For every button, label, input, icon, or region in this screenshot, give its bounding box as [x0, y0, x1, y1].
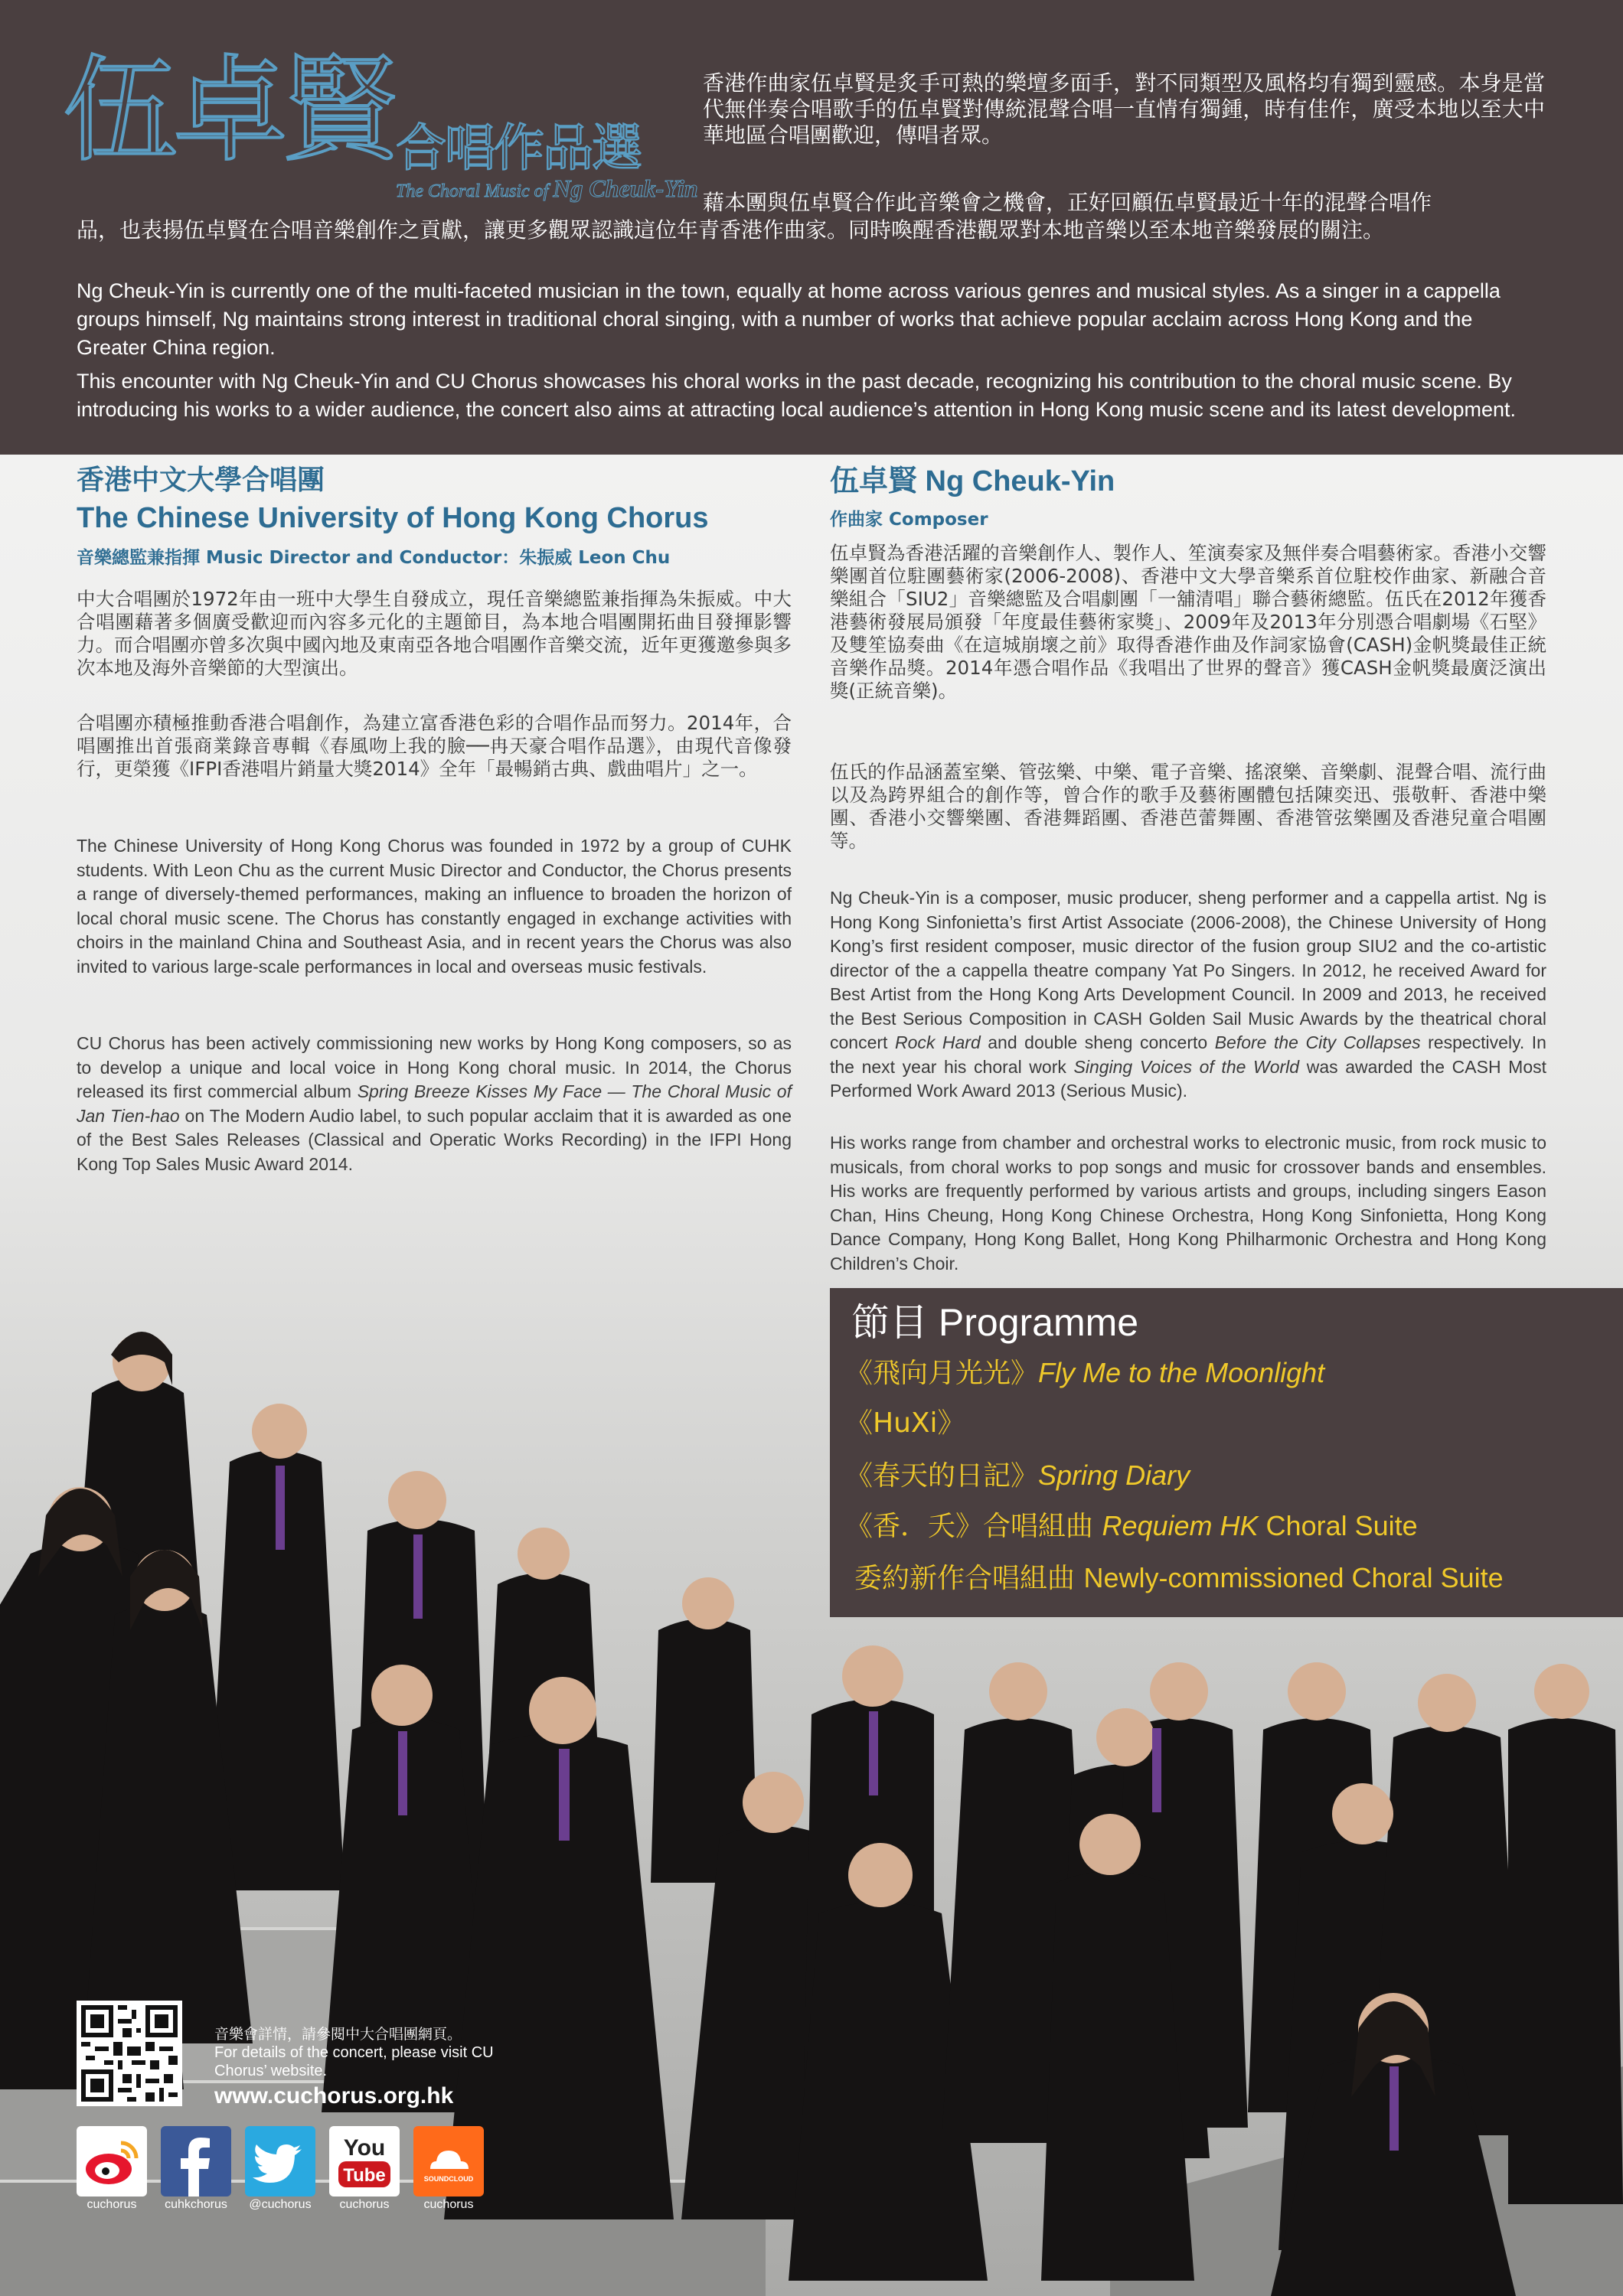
youtube-icon[interactable] — [329, 2126, 400, 2197]
intro-en-paragraph-2: This encounter with Ng Cheuk-Yin and CU Chorus showcases his choral works in the past decade, recognizing his contribution to the choral music scene. By introducing his works to a wider audience, the concert also aims at attracting local audience’s attention in Hong Kong music scene and its latest development. — [77, 370, 1517, 421]
work-title-before-the-city-collapses: Before the City Collapses — [1214, 1032, 1421, 1052]
website-link[interactable]: www.cuchorus.org.hk — [214, 2083, 454, 2108]
composer-paragraph-en-2: His works range from chamber and orchestral works to electronic music, from rock music to musicals, from choral works to pop songs and music for crossover bands and ensembles. His works are frequently performed by various artists and groups, including singers Eason Chan, Hins Cheung, Hong Kong Chinese Orchestra, Hong Kong Sinfonietta, Hong Kong Dance Company, Hong Kong Ballet, Hong Kong Philharmonic Orchestra and Hong Kong Children’s Choir. — [830, 1133, 1546, 1274]
work-title-singing-voices: Singing Voices of the World — [1073, 1056, 1300, 1077]
twitter-icon[interactable] — [245, 2126, 315, 2197]
intro-en-paragraph-1: Ng Cheuk-Yin is currently one of the multi-faceted musician in the town, equally at home across various genres and musical styles. As a singer in a cappella groups himself, Ng maintains strong interest in traditional choral singing, with a number of works that achieve popular acclaim across Hong Kong and the Greater China region. — [77, 279, 1501, 359]
weibo-label: cuchorus — [87, 2198, 137, 2211]
intro-cn-paragraph-1: 香港作曲家伍卓賢是炙手可熱的樂壇多面手，對不同類型及風格均有獨到靈感。本身是當代無伴奏合唱歌手的伍卓賢對傳統混聲合唱一直情有獨鍾，時有佳作，廣受本地以至大中華地區合唱團歡迎，傳唱者眾。 — [703, 70, 1545, 148]
soundcloud-label: cuchorus — [423, 2198, 474, 2211]
work-title-rock-hard: Rock Hard — [894, 1032, 981, 1052]
programme-item: 《春天的日記》Spring Diary — [845, 1459, 1190, 1492]
chorus-heading-en: The Chinese University of Hong Kong Chorus — [77, 502, 709, 534]
twitter-label: @cuchorus — [249, 2198, 312, 2211]
qr-code[interactable] — [77, 2001, 182, 2106]
composer-paragraph-cn-2: 伍氏的作品涵蓋室樂、管弦樂、中樂、電子音樂、搖滾樂、音樂劇、混聲合唱、流行曲以及為跨界組合的創作等，曾合作的歌手及藝術團體包括陳奕迅、張敬軒、香港中樂團、香港小交響樂團、香港舞蹈團、香港芭蕾舞團、香港管弦樂團及香港兒童合唱團等。 — [830, 761, 1546, 852]
composer-heading: 伍卓賢 Ng Cheuk-Yin — [830, 465, 1115, 497]
composer-paragraph-en-1: Ng Cheuk-Yin is a composer, music producer, sheng performer and a cappella artist. Ng is Hong Kong Sinfonietta’s first Artist Associate (2006-2008), the Chinese University of Hong Kong’s first resident composer, music director of the fusion group SIU2 and the co-artistic director of the a cappella theatre company Yat Po Singers. In 2012, he received Award for Best Artist from the Hong Kong Arts Development Council. In 2009 and 2013, he received the Best Serious Composition in CASH Golden Sail Music Awards by the theatrical choral concert Rock Hard and double sheng concerto Before the City Collapses respectively. In the next year his choral work Singing Voices of the World was awarded the CASH Most Performed Work Award 2013 (Serious Music). — [830, 888, 1547, 1101]
programme-item: 《香．夭》合唱組曲 Requiem HK Choral Suite — [845, 1510, 1418, 1542]
svg-text:SOUNDCLOUD: SOUNDCLOUD — [423, 2175, 474, 2183]
composer-role: 作曲家 Composer — [830, 510, 988, 530]
weibo-icon[interactable] — [77, 2126, 147, 2197]
title-logo — [63, 44, 698, 202]
intro-cn-paragraph-2-line-1: 藉本團與伍卓賢合作此音樂會之機會，正好回顧伍卓賢最近十年的混聲合唱作 — [703, 190, 1432, 215]
chorus-conductor: 音樂總監兼指揮 Music Director and Conductor：朱振威 Leon Chu — [77, 548, 671, 568]
chorus-paragraph-en-2: CU Chorus has been actively commissioning new works by Hong Kong composers, so as to develop a unique and local voice in Hong Kong choral music. In 2014, the Chorus released its first commercial album Spring Breeze Kisses My Face — The Choral Music of Jan Tien-hao on The Modern Audio label, to such popular acclaim that it is awarded as one of the Best Sales Releases (Classical and Operatic Works Recording) in the IFPI Hong Kong Top Sales Music Award 2014. — [77, 1033, 792, 1174]
programme-title: 節目 Programme — [851, 1301, 1139, 1344]
chorus-heading-cn: 香港中文大學合唱團 — [77, 465, 325, 496]
logo-name-cn: 伍卓賢 — [63, 44, 394, 178]
header-band — [0, 0, 1623, 455]
soundcloud-icon[interactable] — [413, 2126, 484, 2197]
intro-cn-paragraph-2-rest: 品，也表揚伍卓賢在合唱音樂創作之貢獻，讓更多觀眾認識這位年青香港作曲家。同時喚醒香港觀眾對本地音樂以至本地音樂發展的關注。 — [77, 217, 1385, 243]
chorus-paragraph-cn-1: 中大合唱團於1972年由一班中大學生自發成立，現任音樂總監兼指揮為朱振威。中大合唱團藉著多個廣受歡迎而內容多元化的主題節目，為本地合唱團開拓曲目發揮影響力。而合唱團亦曾多次與中國內地及東南亞各地合唱團作音樂交流，近年更獲邀參與多次本地及海外音樂節的大型演出。 — [77, 588, 792, 679]
logo-subtitle-en: The Choral Music of Ng Cheuk-Yin — [396, 174, 698, 202]
concert-info-en: For details of the concert, please visit CU Chorus’ website. — [214, 2044, 494, 2079]
facebook-label: cuhkchorus — [165, 2198, 227, 2211]
album-title: Spring Breeze Kisses My Face — The Choral Music of Jan Tien-hao — [77, 1081, 792, 1126]
programme-item: 《HuXi》 — [845, 1407, 965, 1439]
svg-text:You: You — [343, 2135, 386, 2161]
programme-item: 《飛向月光光》Fly Me to the Moonlight — [845, 1357, 1325, 1389]
chorus-paragraph-cn-2: 合唱團亦積極推動香港合唱創作，為建立富香港色彩的合唱作品而努力。2014年，合唱團推出首張商業錄音專輯《春風吻上我的臉──冉天豪合唱作品選》，由現代音像發行，更榮獲《IFPI香港唱片銷量大獎2014》全年「最暢銷古典、戲曲唱片」之一。 — [77, 712, 792, 780]
svg-text:Tube: Tube — [343, 2165, 386, 2186]
facebook-icon[interactable] — [161, 2126, 231, 2197]
chorus-paragraph-en-1: The Chinese University of Hong Kong Chorus was founded in 1972 by a group of CUHK students. With Leon Chu as the current Music Director and Conductor, the Chorus presents a range of diversely-themed performances, making an influence to broaden the horizon of local choral music scene. The Chorus has constantly engaged in exchange activities with choirs in the mainland China and Southeast Asia, and in recent years the Chorus was also invited to various large-scale performances in local and overseas music festivals. — [77, 836, 792, 977]
youtube-label: cuchorus — [339, 2198, 390, 2211]
concert-info-cn: 音樂會詳情，請參閱中大合唱團網頁。 — [214, 2026, 462, 2043]
logo-subtitle-cn: 合唱作品選 — [396, 119, 641, 178]
composer-paragraph-cn-1: 伍卓賢為香港活躍的音樂創作人、製作人、笙演奏家及無伴奏合唱藝術家。香港小交響樂團首位駐團藝術家(2006-2008)、香港中文大學音樂系首位駐校作曲家、新融合音樂組合「SIU2」音樂總監及合唱劇團「一舖清唱」聯合藝術總監。伍氏在2012年獲香港藝術發展局頒發「年度最佳藝術家獎」、2009年及2013年分別憑合唱劇場《石堅》及雙笙協奏曲《在這城崩壞之前》取得香港作曲及作詞家協會(CASH)金帆獎最佳正統音樂作品獎。2014年憑合唱作品《我唱出了世界的聲音》獲CASH金帆獎最廣泛演出獎(正統音樂)。 — [830, 542, 1546, 702]
programme-item: 委約新作合唱組曲 Newly-commissioned Choral Suite — [854, 1562, 1504, 1594]
programme-box — [830, 1288, 1623, 1617]
